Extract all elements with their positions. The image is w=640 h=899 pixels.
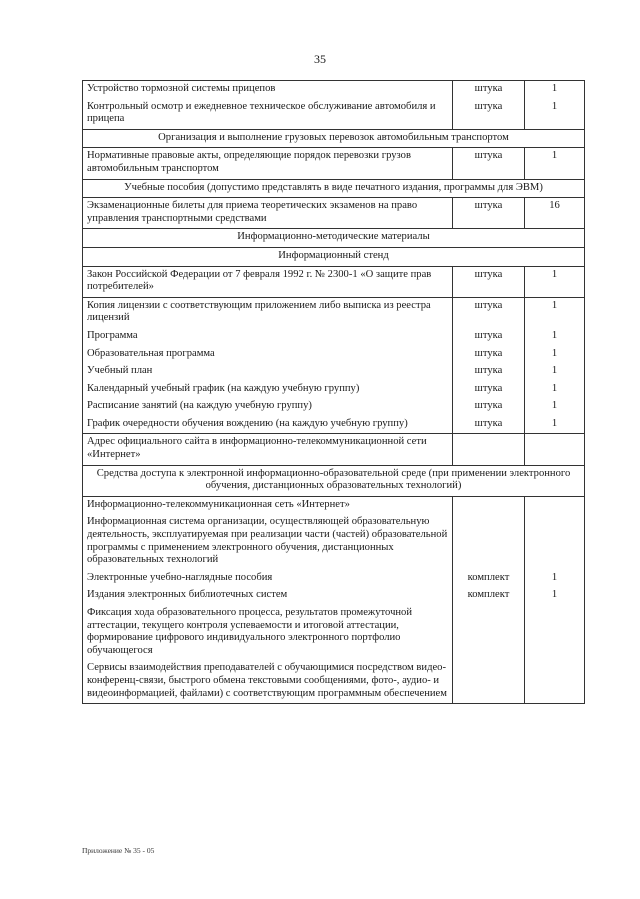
item-unit: [453, 660, 525, 703]
table-group-stand: [83, 297, 585, 434]
item-unit: [453, 496, 525, 514]
item-qty: 1: [525, 346, 585, 364]
item-unit: [453, 434, 525, 465]
item-qty: 1: [525, 81, 585, 99]
item-qty: [525, 434, 585, 465]
item-qty: 1: [525, 297, 585, 328]
item-name: Календарный учебный график (на каждую учебную группу): [83, 381, 453, 399]
table-row: [83, 587, 585, 605]
item-qty: 1: [525, 328, 585, 346]
item-name: Электронные учебно-наглядные пособия: [83, 570, 453, 588]
page-footer: Приложение № 35 - 05: [82, 846, 155, 855]
table-row: [83, 328, 585, 346]
item-name: Контрольный осмотр и ежедневное техническое обслуживание автомобиля и прицепа: [83, 99, 453, 130]
item-name: Издания электронных библиотечных систем: [83, 587, 453, 605]
section-title: Средства доступа к электронной информационно-образовательной среде (при применении электронного обучения, дистанционных образовательных технологий): [83, 465, 585, 496]
item-unit: комплект: [453, 587, 525, 605]
item-unit: штука: [453, 198, 525, 229]
item-unit: штука: [453, 381, 525, 399]
item-qty: 1: [525, 587, 585, 605]
table-row: [83, 198, 585, 229]
item-qty: 1: [525, 416, 585, 434]
item-qty: [525, 605, 585, 660]
item-unit: [453, 514, 525, 569]
item-qty: [525, 660, 585, 703]
table-row: [83, 148, 585, 179]
table-row: [83, 496, 585, 514]
table-row: [83, 297, 585, 328]
table-row: [83, 346, 585, 364]
item-unit: штука: [453, 148, 525, 179]
section-title: Информационный стенд: [83, 247, 585, 266]
item-name: Информационная система организации, осуществляющей образовательную деятельность, эксплуатируемая при реализации части (частей) образовательной программы с применением электронного обучения, дистанционных образовательных технологий: [83, 514, 453, 569]
item-unit: штука: [453, 297, 525, 328]
page-number: 35: [314, 52, 326, 66]
item-qty: 1: [525, 570, 585, 588]
section-title: Информационно-методические материалы: [83, 229, 585, 248]
table-row: [83, 514, 585, 569]
item-name: Образовательная программа: [83, 346, 453, 364]
item-qty: 1: [525, 266, 585, 297]
table-row: [83, 381, 585, 399]
item-qty: 16: [525, 198, 585, 229]
table-row: [83, 660, 585, 703]
table-row: [83, 99, 585, 130]
table-row: [83, 398, 585, 416]
section-header-row: [83, 465, 585, 496]
table-group-top: [83, 81, 585, 130]
table-section-info: [83, 229, 585, 297]
item-name: Устройство тормозной системы прицепов: [83, 81, 453, 99]
item-unit: комплект: [453, 570, 525, 588]
table-row: [83, 363, 585, 381]
table-group-access: [83, 496, 585, 703]
item-unit: штука: [453, 99, 525, 130]
table-row: [83, 434, 585, 465]
item-name: Фиксация хода образовательного процесса, результатов промежуточной аттестации, текущего контроля успеваемости и итоговой аттестации, формирование цифрового индивидуального электронного портфолио обучающегося: [83, 605, 453, 660]
item-qty: 1: [525, 363, 585, 381]
item-qty: 1: [525, 148, 585, 179]
table-row: [83, 81, 585, 99]
item-unit: штука: [453, 81, 525, 99]
item-unit: [453, 605, 525, 660]
item-name: Закон Российской Федерации от 7 февраля 1992 г. № 2300-1 «О защите прав потребителей»: [83, 266, 453, 297]
item-unit: штука: [453, 398, 525, 416]
item-unit: штука: [453, 266, 525, 297]
item-qty: 1: [525, 398, 585, 416]
section-title: Учебные пособия (допустимо представлять в виде печатного издания, программы для ЭВМ): [83, 179, 585, 198]
table-row: [83, 605, 585, 660]
item-name: Информационно-телекоммуникационная сеть «Интернет»: [83, 496, 453, 514]
table-group-stand-last: [83, 434, 585, 496]
item-unit: штука: [453, 346, 525, 364]
item-name: Экзаменационные билеты для приема теоретических экзаменов на право управления транспортными средствами: [83, 198, 453, 229]
item-unit: штука: [453, 328, 525, 346]
section-title: Организация и выполнение грузовых перевозок автомобильным транспортом: [83, 129, 585, 148]
table-row: [83, 570, 585, 588]
item-qty: 1: [525, 381, 585, 399]
item-name: Учебный план: [83, 363, 453, 381]
equipment-table: [82, 80, 585, 704]
table-row: [83, 266, 585, 297]
item-name: Программа: [83, 328, 453, 346]
item-unit: штука: [453, 416, 525, 434]
section-header-row: [83, 129, 585, 148]
section-header-row: [83, 179, 585, 198]
table-row: [83, 416, 585, 434]
table-section-org: [83, 129, 585, 179]
item-name: Адрес официального сайта в информационно-телекоммуникационной сети «Интернет»: [83, 434, 453, 465]
item-name: Расписание занятий (на каждую учебную группу): [83, 398, 453, 416]
item-name: Сервисы взаимодействия преподавателей с обучающимися посредством видео-конференц-связи, быстрого обмена текстовыми сообщениями, фото-, аудио- и видеоинформацией, файлами) с соответствующим программным обеспечением: [83, 660, 453, 703]
item-qty: [525, 514, 585, 569]
item-name: Нормативные правовые акты, определяющие порядок перевозки грузов автомобильным транспортом: [83, 148, 453, 179]
item-qty: [525, 496, 585, 514]
table-section-manuals: [83, 179, 585, 229]
section-header-row: [83, 247, 585, 266]
item-name: Копия лицензии с соответствующим приложением либо выписка из реестра лицензий: [83, 297, 453, 328]
item-unit: штука: [453, 363, 525, 381]
item-qty: 1: [525, 99, 585, 130]
item-name: График очередности обучения вождению (на каждую учебную группу): [83, 416, 453, 434]
section-header-row: [83, 229, 585, 248]
